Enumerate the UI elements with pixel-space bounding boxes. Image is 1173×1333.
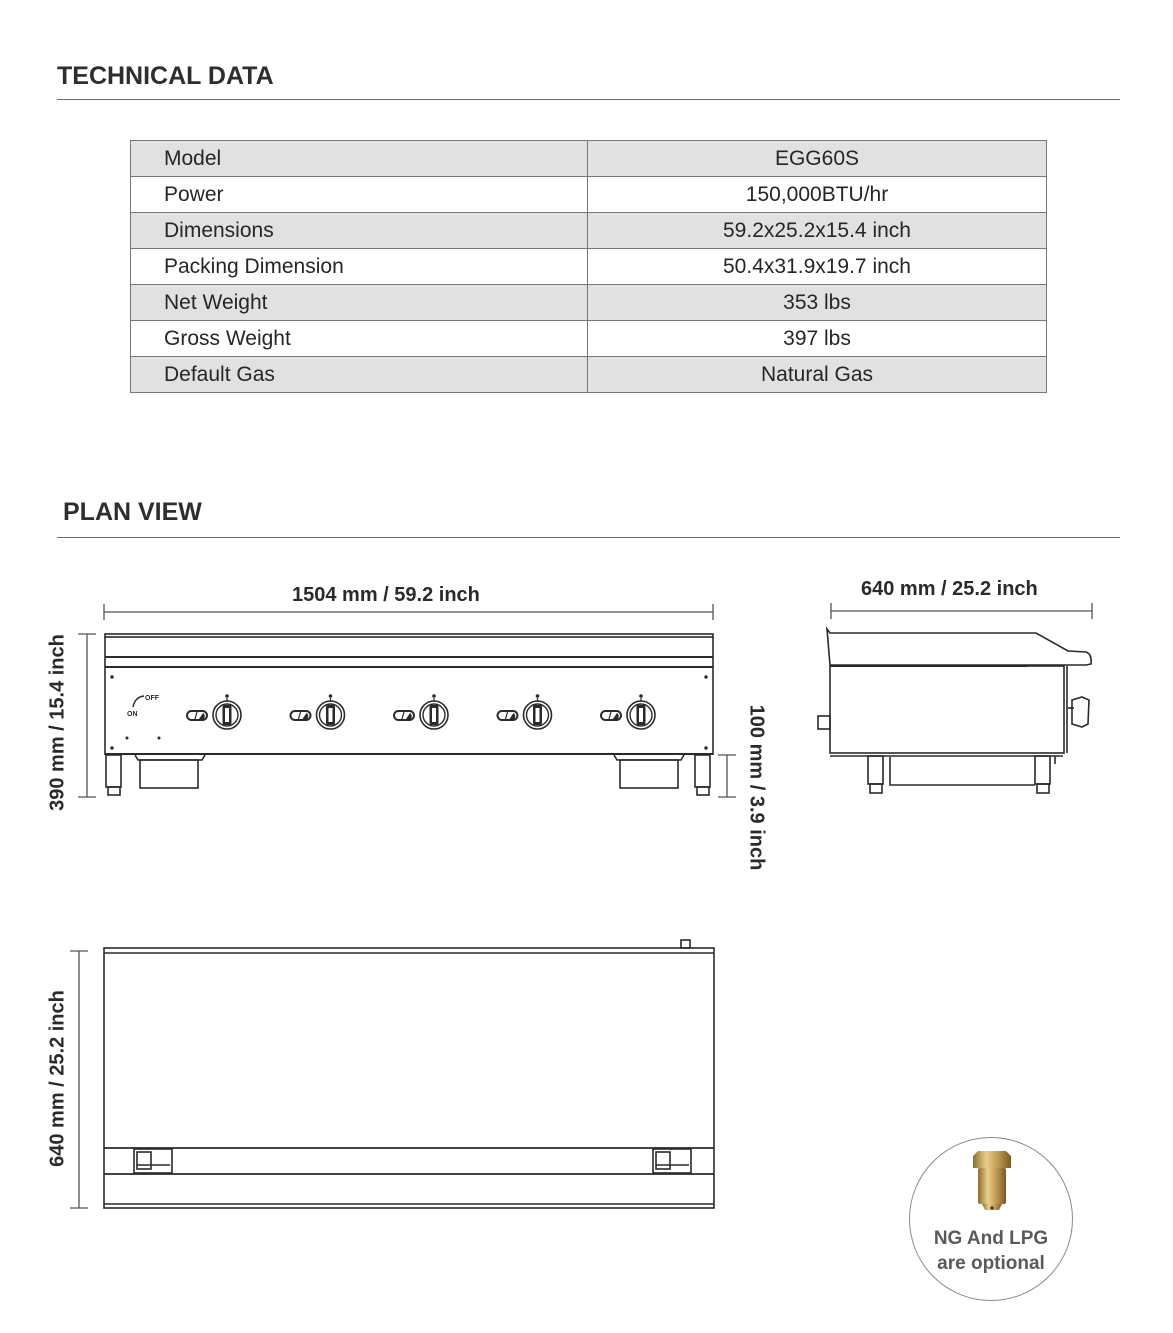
spec-label: Default Gas: [131, 357, 588, 393]
front-height-label: 390 mm / 15.4 inch: [46, 634, 69, 811]
spec-label: Dimensions: [131, 213, 588, 249]
badge-line-1: NG And LPG: [933, 1228, 1049, 1249]
front-width-dimension: [104, 604, 713, 620]
leg-height-label: 100 mm / 3.9 inch: [745, 704, 768, 871]
side-depth-label: 640 mm / 25.2 inch: [861, 578, 1038, 600]
spec-value: Natural Gas: [588, 357, 1047, 393]
front-width-label: 1504 mm / 59.2 inch: [292, 584, 480, 606]
burner-knob: [394, 694, 448, 729]
leg-height-dimension: [718, 755, 736, 797]
top-view-drawing: [70, 940, 714, 1208]
spec-label: Power: [131, 177, 588, 213]
burner-knob: [187, 694, 241, 729]
spec-label: Gross Weight: [131, 321, 588, 357]
brass-nozzle-icon: [967, 1150, 1017, 1220]
badge-line-2: are optional: [937, 1253, 1045, 1274]
side-view-drawing: [818, 603, 1092, 793]
spec-label: Packing Dimension: [131, 249, 588, 285]
top-depth-dimension: [70, 951, 88, 1208]
spec-value: 353 lbs: [588, 285, 1047, 321]
side-depth-dimension: [831, 603, 1092, 619]
spec-value: 59.2x25.2x15.4 inch: [588, 213, 1047, 249]
burner-knobs: [187, 694, 655, 729]
burner-knob: [498, 694, 552, 729]
spec-label: Model: [131, 141, 588, 177]
burner-knob: [601, 694, 655, 729]
spec-label: Net Weight: [131, 285, 588, 321]
technical-data-title: TECHNICAL DATA: [57, 62, 274, 90]
front-height-dimension: [78, 634, 96, 797]
burner-knob: [291, 694, 345, 729]
spec-value: EGG60S: [588, 141, 1047, 177]
top-depth-label: 640 mm / 25.2 inch: [46, 990, 69, 1167]
knob-on-label: ON: [127, 711, 138, 718]
knob-off-label: OFF: [145, 695, 159, 702]
gas-option-badge: [909, 1137, 1073, 1301]
spec-value: 397 lbs: [588, 321, 1047, 357]
spec-value: 150,000BTU/hr: [588, 177, 1047, 213]
spec-value: 50.4x31.9x19.7 inch: [588, 249, 1047, 285]
plan-view-title: PLAN VIEW: [63, 498, 202, 526]
